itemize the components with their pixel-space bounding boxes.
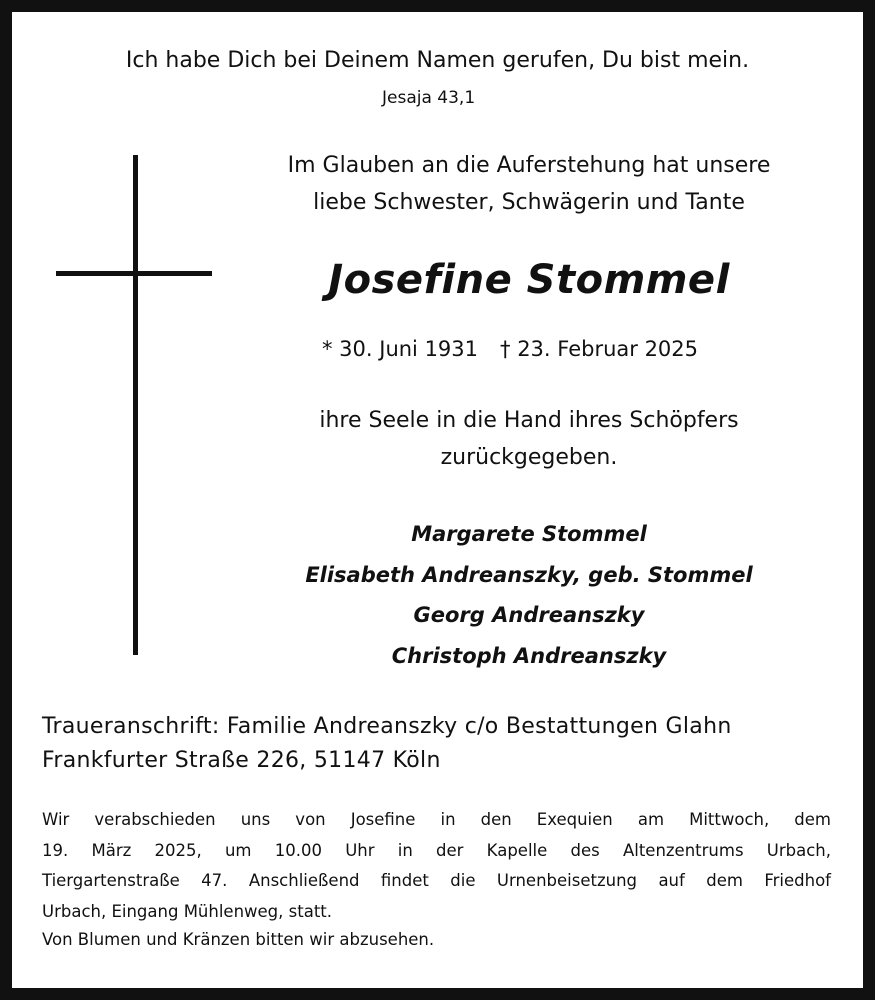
intro-line-2: liebe Schwester, Schwägerin und Tante xyxy=(313,190,745,215)
death-date: † 23. Februar 2025 xyxy=(500,337,699,361)
address-line-2: Frankfurter Straße 226, 51147 Köln xyxy=(42,748,441,773)
intro-text xyxy=(259,147,799,221)
mourner-name: Margarete Stommel xyxy=(411,522,647,546)
cross-icon-horizontal-bar xyxy=(56,271,212,276)
bible-verse-source: Jesaja 43,1 xyxy=(382,88,476,108)
funeral-service-info xyxy=(42,805,831,927)
soul-line-1: ihre Seele in die Hand ihres Schöpfers xyxy=(319,408,739,433)
address-line-1: Traueranschrift: Familie Andreanszky c/o Bestattungen Glahn xyxy=(42,714,732,739)
service-line: Tiergartenstraße 47. Anschließend findet die Urnenbeisetzung auf dem Friedhof xyxy=(42,871,831,890)
intro-line-1: Im Glauben an die Auferstehung hat unsere xyxy=(287,153,771,178)
birth-date: * 30. Juni 1931 xyxy=(322,337,479,361)
service-line: Wir verabschieden uns von Josefine in den Exequien am Mittwoch, dem xyxy=(42,810,831,829)
bible-verse: Ich habe Dich bei Deinem Namen gerufen, Du bist mein. xyxy=(125,48,750,73)
mourner-name: Elisabeth Andreanszky, geb. Stommel xyxy=(305,562,753,587)
flowers-note: Von Blumen und Kränzen bitten wir abzusehen. xyxy=(42,930,435,949)
soul-text xyxy=(259,402,799,476)
service-line: Urbach, Eingang Mühlenweg, statt. xyxy=(42,901,333,921)
life-dates xyxy=(322,337,698,361)
service-line: 19. März 2025, um 10.00 Uhr in der Kapelle des Altenzentrums Urbach, xyxy=(42,840,831,860)
soul-line-2: zurückgegeben. xyxy=(440,445,618,470)
cross-icon-vertical-bar xyxy=(133,155,138,655)
mourner-name: Georg Andreanszky xyxy=(413,603,645,627)
mourner-name: Christoph Andreanszky xyxy=(391,643,667,668)
mourners-list xyxy=(259,514,799,676)
deceased-name: Josefine Stommel xyxy=(328,257,730,303)
mourning-address xyxy=(42,710,732,778)
